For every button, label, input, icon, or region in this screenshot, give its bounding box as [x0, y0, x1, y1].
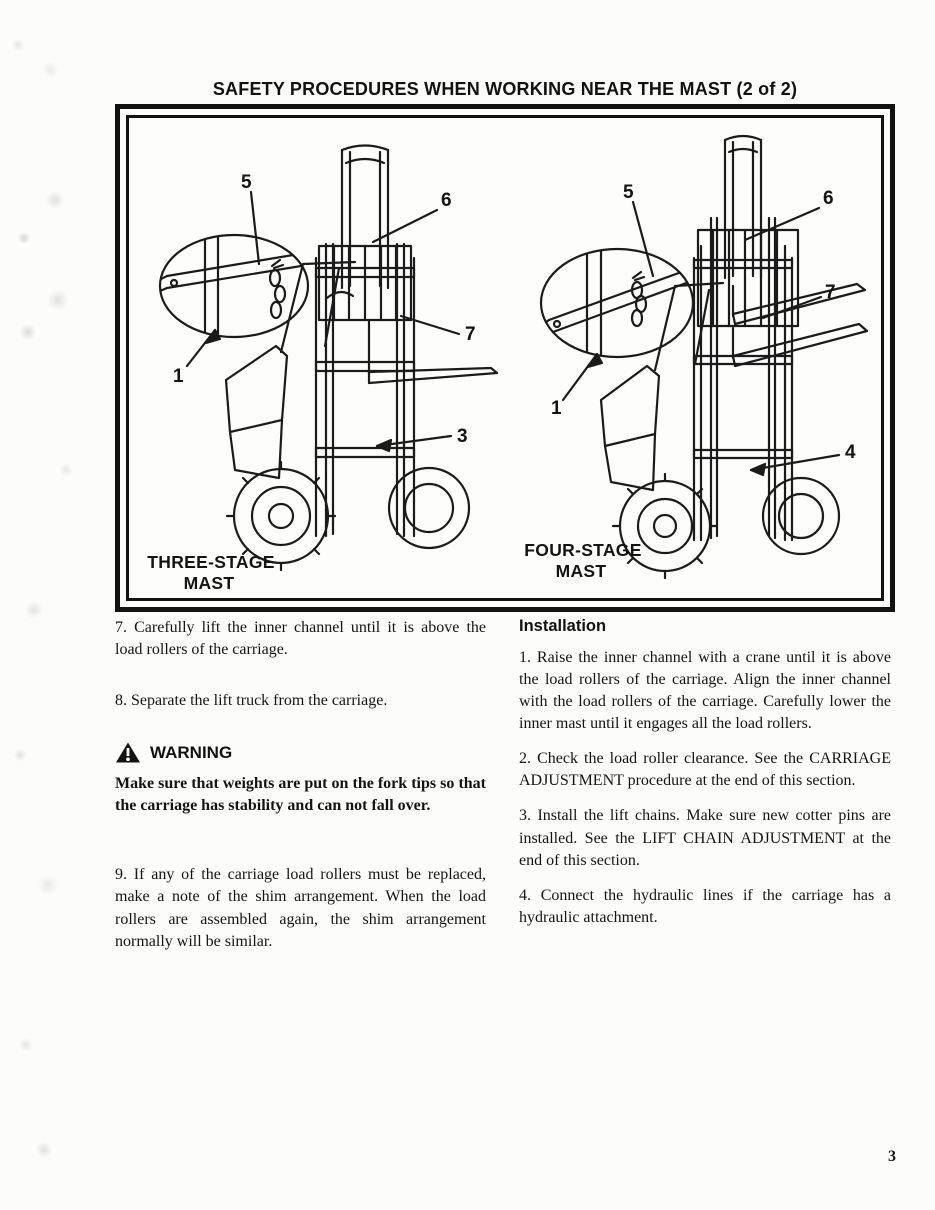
step-7-text: 7. Carefully lift the inner channel until it is above the load rollers of the carriage.	[115, 619, 486, 659]
callout-6-right: 6	[823, 188, 834, 209]
callout-1-right: 1	[551, 398, 562, 419]
callout-6-left: 6	[441, 190, 452, 211]
step-8-text: 8. Separate the lift truck from the carriage.	[115, 692, 388, 710]
callout-4-right: 4	[845, 442, 856, 463]
callout-5-right: 5	[623, 182, 634, 203]
warning-heading	[115, 741, 486, 764]
page-title: SAFETY PROCEDURES WHEN WORKING NEAR THE MAST (2 of 2)	[212, 79, 798, 99]
step-9-text: 9. If any of the carriage load rollers must be replaced, make a note of the shim arrangement. When the load rollers are assembled again, the shim arrangement normally will be similar.	[115, 866, 486, 950]
three-stage-mast-label-line2: MAST	[183, 573, 235, 593]
callout-1-left: 1	[173, 366, 184, 387]
warning-triangle-icon	[115, 741, 141, 764]
four-stage-mast-label-line1: FOUR-STAGE	[524, 540, 642, 560]
three-stage-mast-illustration	[129, 118, 505, 595]
figure-inner-frame	[126, 115, 884, 601]
figure-box	[115, 104, 895, 612]
left-column	[115, 617, 486, 953]
three-stage-mast-label-line1: THREE-STAGE	[147, 552, 275, 572]
install-step-1-text: 1. Raise the inner channel with a crane until it is above the load rollers of the carriage. Align the inner channel with the load rollers of the carriage. Carefully lower the inner mast until it engages all the load rollers.	[519, 649, 891, 733]
callout-5-left: 5	[241, 172, 252, 193]
install-step-2-text: 2. Check the load roller clearance. See the CARRIAGE ADJUSTMENT procedure at the end of this section.	[519, 750, 891, 790]
warning-label: WARNING	[150, 742, 233, 762]
install-step-4-text: 4. Connect the hydraulic lines if the carriage has a hydraulic attachment.	[519, 886, 891, 926]
scan-edge-noise	[0, 0, 115, 1210]
callout-7-right: 7	[825, 282, 836, 303]
callout-7-left: 7	[465, 324, 476, 345]
installation-heading: Installation	[519, 617, 607, 635]
four-stage-mast-label-line2: MAST	[555, 561, 607, 581]
callout-3-left: 3	[457, 426, 468, 447]
right-column	[519, 617, 891, 929]
warning-text: Make sure that weights are put on the fork tips so that the carriage has stability and can not fall over.	[115, 775, 486, 815]
page-number: 3	[888, 1148, 896, 1165]
install-step-3-text: 3. Install the lift chains. Make sure new cotter pins are installed. See the LIFT CHAIN ADJUSTMENT at the end of this section.	[519, 807, 891, 869]
four-stage-mast-illustration	[505, 118, 881, 595]
